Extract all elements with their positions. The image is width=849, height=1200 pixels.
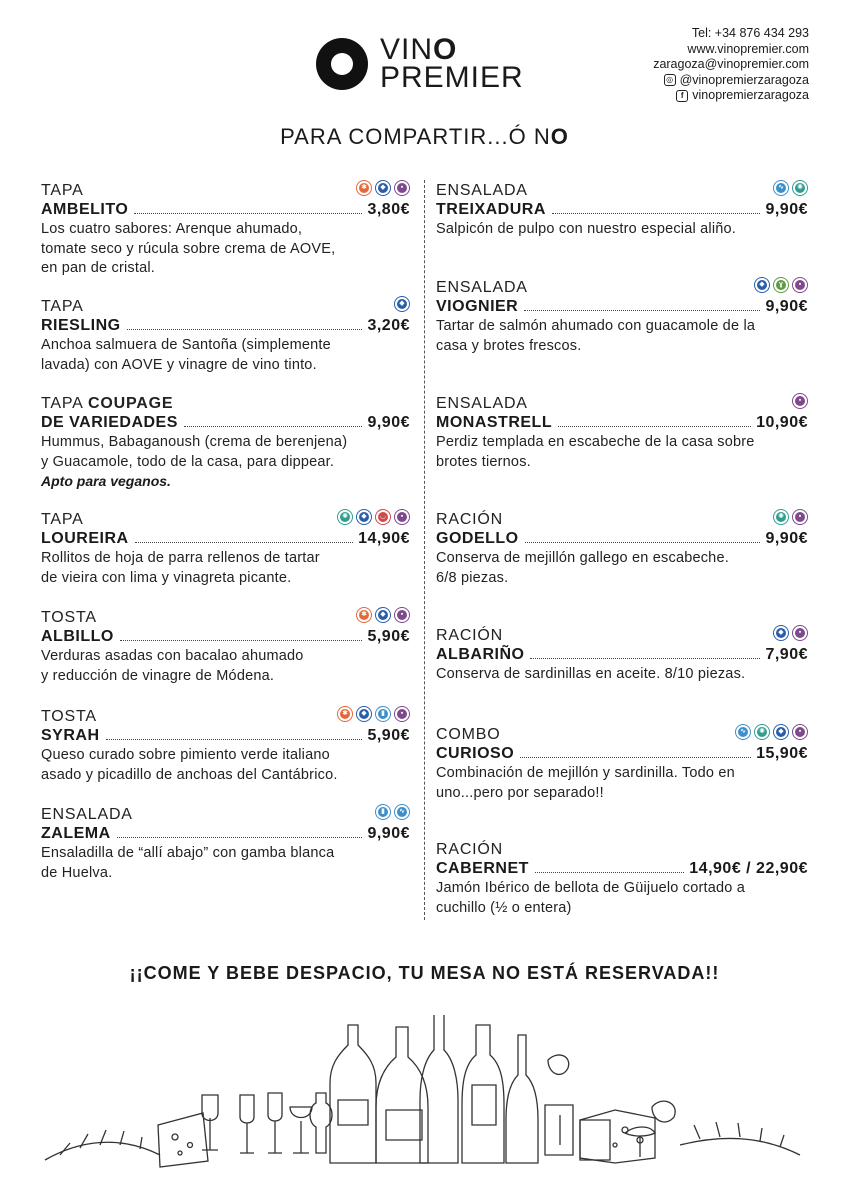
crustacean-icon: ∿	[735, 724, 751, 740]
leader-dots	[530, 658, 760, 659]
leader-dots	[135, 542, 354, 543]
leader-dots	[184, 426, 363, 427]
category-label: TAPA	[41, 182, 84, 199]
leader-dots	[134, 213, 362, 214]
category-label: ENSALADA	[41, 806, 133, 823]
allergen-icons	[773, 625, 808, 641]
item-name-price-row	[436, 200, 808, 220]
contact-block	[653, 26, 809, 104]
menu-item	[41, 394, 410, 491]
category-label: RACIÓN	[436, 511, 504, 528]
menu-item	[436, 278, 808, 356]
item-name: ZALEMA	[41, 825, 111, 842]
item-name-price-row	[436, 859, 808, 879]
category-label: ENSALADA	[436, 279, 528, 296]
item-name-price-row	[41, 627, 410, 647]
leader-dots	[117, 837, 363, 838]
brand-line2: PREMIER	[380, 61, 524, 94]
subtitle-text: PARA COMPARTIR...Ó N	[280, 124, 551, 149]
dairy-icon: ▪	[792, 393, 808, 409]
item-description: Perdiz templada en escabeche de la casa sobre brotes tiernos.	[436, 434, 755, 470]
menu-item	[41, 297, 410, 375]
item-category	[436, 626, 808, 645]
category-label: TOSTA	[41, 609, 97, 626]
item-price: 9,90€	[765, 530, 808, 547]
item-description: Anchoa salmuera de Santoña (simplemente lavada) con AOVE y vinagre de vino tinto.	[41, 337, 331, 373]
item-name-price-row	[41, 200, 410, 220]
item-price: 3,20€	[367, 317, 410, 334]
item-description: Verduras asadas con bacalao ahumado y reducción de vinagre de Módena.	[41, 648, 304, 684]
item-name: AMBELITO	[41, 201, 129, 218]
fish-icon: ◆	[773, 724, 789, 740]
menu-item	[41, 181, 410, 279]
category-label: RACIÓN	[436, 627, 504, 644]
category-label: TAPA	[41, 395, 83, 412]
fish-icon: ◆	[773, 625, 789, 641]
item-price: 9,90€	[765, 201, 808, 218]
category-label: TAPA	[41, 511, 84, 528]
item-name: TREIXADURA	[436, 201, 546, 218]
crustacean-icon: ∿	[394, 804, 410, 820]
facebook-icon: f	[676, 90, 688, 102]
dairy-icon: ▪	[792, 625, 808, 641]
allergen-icons	[773, 180, 808, 196]
item-name-price-row	[436, 413, 808, 433]
leader-dots	[524, 310, 760, 311]
milk-icon: ▮	[375, 804, 391, 820]
category-label: ENSALADA	[436, 395, 528, 412]
item-price: 9,90€	[765, 298, 808, 315]
menu-item	[436, 394, 808, 472]
item-category	[436, 181, 808, 200]
item-name: RIESLING	[41, 317, 121, 334]
item-description: Conserva de sardinillas en aceite. 8/10 piezas.	[436, 666, 746, 682]
leader-dots	[525, 542, 761, 543]
mustard-icon: ◡	[375, 509, 391, 525]
item-category	[436, 840, 808, 859]
item-price: 10,90€	[756, 414, 808, 431]
brand-name	[380, 33, 524, 94]
email-link[interactable]: zaragoza@vinopremier.com	[653, 57, 809, 71]
fish-icon: ◆	[356, 509, 372, 525]
leader-dots	[106, 739, 363, 740]
fish-icon: ◆	[356, 706, 372, 722]
allergen-icons	[735, 724, 808, 740]
crustacean-icon: ∿	[773, 180, 789, 196]
item-price: 5,90€	[367, 727, 410, 744]
item-name: MONASTRELL	[436, 414, 553, 431]
category-bold: COUPAGE	[87, 395, 174, 412]
category-label: ENSALADA	[436, 182, 528, 199]
item-description: Salpicón de pulpo con nuestro especial aliño.	[436, 221, 737, 237]
item-name: VIOGNIER	[436, 298, 519, 315]
menu-item	[436, 840, 808, 918]
item-name-price-row	[41, 529, 410, 549]
brand-line1: VIN	[380, 33, 434, 66]
item-description: Tartar de salmón ahumado con guacamole de la casa y brotes frescos.	[436, 318, 756, 354]
item-category	[436, 510, 808, 529]
leader-dots	[120, 640, 363, 641]
instagram-icon: ◎	[664, 74, 676, 86]
item-name-price-row	[41, 726, 410, 746]
item-price: 15,90€	[756, 745, 808, 762]
item-name-price-row	[436, 297, 808, 317]
phone: Tel: +34 876 434 293	[691, 26, 809, 40]
mollusc-icon: ✺	[754, 724, 770, 740]
item-name: SYRAH	[41, 727, 100, 744]
item-price: 5,90€	[367, 628, 410, 645]
gluten-icon: ✱	[356, 607, 372, 623]
menu-item	[41, 707, 410, 785]
allergen-icons	[394, 296, 410, 312]
item-price: 14,90€ / 22,90€	[689, 860, 808, 877]
dairy-icon: ▪	[394, 607, 410, 623]
item-price: 7,90€	[765, 646, 808, 663]
item-name: CURIOSO	[436, 745, 515, 762]
item-note: Apto para veganos.	[41, 473, 171, 489]
item-name-price-row	[41, 824, 410, 844]
category-label: TOSTA	[41, 708, 97, 725]
menu-item	[436, 181, 808, 240]
dairy-icon: ▪	[792, 277, 808, 293]
item-category	[41, 181, 410, 200]
item-category	[41, 608, 410, 627]
milk-icon: ▮	[375, 706, 391, 722]
item-price: 9,90€	[367, 414, 410, 431]
allergen-icons	[754, 277, 808, 293]
allergen-icons	[356, 607, 410, 623]
leader-dots	[558, 426, 751, 427]
item-name-price-row	[436, 529, 808, 549]
gluten-icon: ✱	[337, 706, 353, 722]
menu-item	[436, 626, 808, 685]
dairy-icon: ▪	[394, 706, 410, 722]
item-description: Ensaladilla de “allí abajo” con gamba blanca de Huelva.	[41, 845, 335, 881]
item-description: Conserva de mejillón gallego en escabeche. 6/8 piezas.	[436, 550, 729, 586]
menu-item	[436, 510, 808, 588]
fish-icon: ◆	[394, 296, 410, 312]
website-link[interactable]: www.vinopremier.com	[687, 41, 809, 56]
bottles-illustration	[40, 1015, 810, 1175]
item-category	[41, 297, 410, 316]
item-category	[41, 805, 410, 824]
item-name: GODELLO	[436, 530, 519, 547]
footer-slogan: ¡¡COME Y BEBE DESPACIO, TU MESA NO ESTÁ RESERVADA!!	[129, 963, 720, 983]
item-description: Hummus, Babaganoush (crema de berenjena) y Guacamole, todo de la casa, para dippear.	[41, 434, 348, 470]
brand-logo	[316, 33, 524, 94]
logo-ring-icon	[316, 38, 368, 90]
item-description: Combinación de mejillón y sardinilla. Todo en uno...pero por separado!!	[436, 765, 735, 801]
item-name-price-row	[41, 316, 410, 336]
category-label: COMBO	[436, 726, 501, 743]
menu-item	[436, 725, 808, 803]
mollusc-icon: ✺	[792, 180, 808, 196]
leader-dots	[520, 757, 751, 758]
page-subtitle	[0, 124, 849, 150]
fish-icon: ◆	[754, 277, 770, 293]
dairy-icon: ▪	[394, 509, 410, 525]
category-label: TAPA	[41, 298, 84, 315]
allergen-icons	[356, 180, 410, 196]
dairy-icon: ▪	[792, 509, 808, 525]
item-category	[41, 394, 410, 413]
item-name: LOUREIRA	[41, 530, 129, 547]
item-name: DE VARIEDADES	[41, 414, 178, 431]
item-description: Queso curado sobre pimiento verde italiano asado y picadillo de anchoas del Cantábrico.	[41, 747, 338, 783]
item-description: Rollitos de hoja de parra rellenos de tartar de vieira con lima y vinagreta picante.	[41, 550, 320, 586]
allergen-icons	[773, 509, 808, 525]
item-name-price-row	[41, 413, 410, 433]
item-name: CABERNET	[436, 860, 529, 877]
item-price: 3,80€	[367, 201, 410, 218]
item-description: Los cuatro sabores: Arenque ahumado, tomate seco y rúcula sobre crema de AOVE, en pan de cristal.	[41, 221, 336, 276]
leader-dots	[127, 329, 363, 330]
gluten-icon: ✱	[356, 180, 372, 196]
fish-icon: ◆	[375, 607, 391, 623]
mollusc-icon: ✺	[337, 509, 353, 525]
menu-item	[41, 608, 410, 686]
mollusc-icon: ✺	[773, 509, 789, 525]
menu-item	[41, 805, 410, 883]
allergen-icons	[337, 706, 410, 722]
item-name-price-row	[436, 744, 808, 764]
menu-item	[41, 510, 410, 588]
column-divider	[424, 180, 425, 920]
leader-dots	[535, 872, 684, 873]
fish-icon: ◆	[375, 180, 391, 196]
instagram-link[interactable]: @vinopremierzaragoza	[679, 72, 809, 87]
celery-icon: ɣ	[773, 277, 789, 293]
brand-line1-accent: O	[433, 33, 458, 66]
facebook-link[interactable]: vinopremierzaragoza	[692, 88, 809, 102]
dairy-icon: ▪	[792, 724, 808, 740]
allergen-icons	[375, 804, 410, 820]
item-name-price-row	[436, 645, 808, 665]
item-name: ALBILLO	[41, 628, 114, 645]
item-price: 14,90€	[358, 530, 410, 547]
allergen-icons	[337, 509, 410, 525]
item-category	[436, 394, 808, 413]
category-label: RACIÓN	[436, 841, 504, 858]
item-price: 9,90€	[367, 825, 410, 842]
item-name: ALBARIÑO	[436, 646, 525, 663]
allergen-icons	[792, 393, 808, 409]
dairy-icon: ▪	[394, 180, 410, 196]
leader-dots	[552, 213, 761, 214]
subtitle-accent: O	[550, 124, 569, 149]
item-category	[436, 278, 808, 297]
item-description: Jamón Ibérico de bellota de Güijuelo cortado a cuchillo (½ o entera)	[436, 880, 746, 916]
